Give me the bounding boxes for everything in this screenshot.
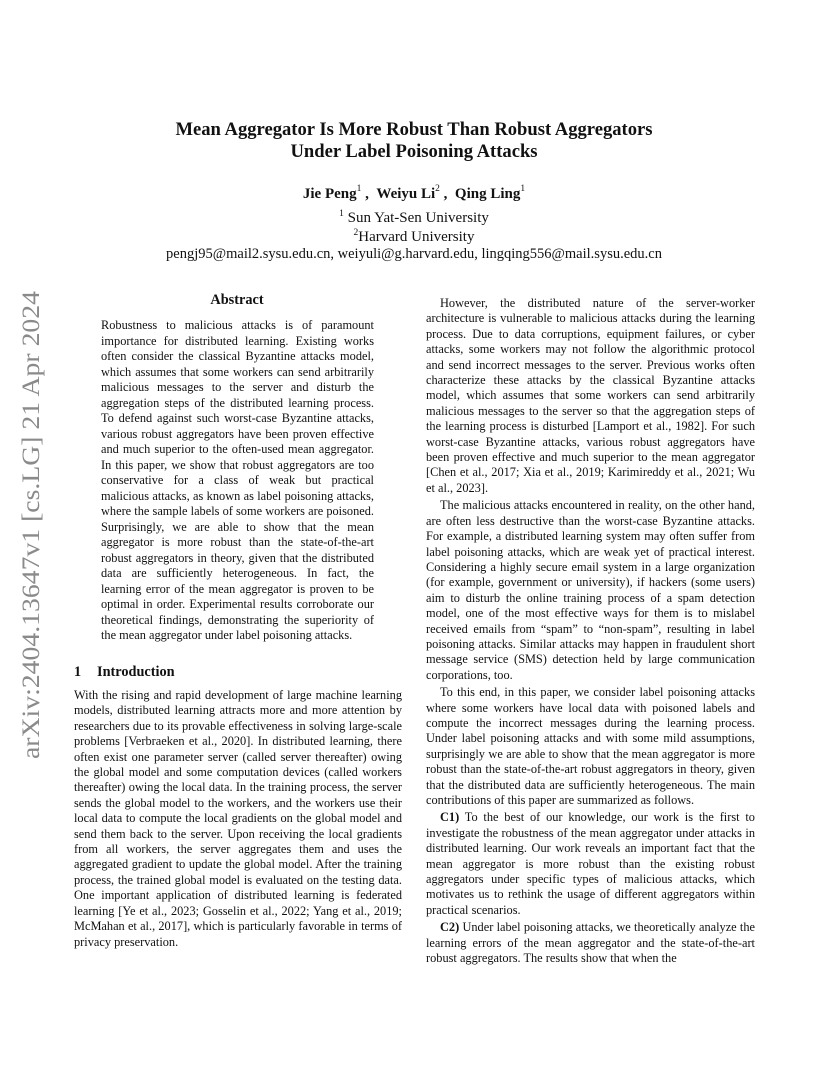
- author-name: Qing Ling: [454, 186, 521, 202]
- title-line-1: Mean Aggregator Is More Robust Than Robust Aggregators: [175, 119, 653, 140]
- abstract-body: Robustness to malicious attacks is of paramount importance for distributed learning. Existing works often consider the classical Byzantine attacks model, which assumes that some workers can send arbitrarily malicious messages to the server and disturb the aggregation steps of the distributed learning process. To defend against such worst-case Byzantine attacks, various robust aggregators have been proven effective and much superior to the often-used mean aggregator. In this paper, we show that robust aggregators are too conservative for a class of weak but practical malicious attacks, as known as label poisoning attacks, where the sample labels of some workers are poisoned. Surprisingly, we are able to show that the mean aggregator is more robust than the state-of-the-art robust aggregators in theory, given that the distributed data are sufficiently heterogeneous. In fact, the learning error of the mean aggregator is proven to be optimal in order. Experimental results corroborate our theoretical findings, demonstrating the superiority of the mean aggregator under label poisoning attacks.: [101, 318, 374, 642]
- author-affil-mark: 1: [520, 184, 526, 194]
- author-name: Jie Peng: [302, 186, 357, 202]
- contribution-item: [426, 810, 755, 918]
- affiliation-name: Harvard University: [358, 229, 475, 245]
- affiliation-mark: 1: [339, 209, 344, 219]
- contribution-text: To the best of our knowledge, our work is the first to investigate the robustness of the mean aggregator under attacks in distributed learning. Our work reveals an important fact that the mean aggregator is more robust than the existing robust aggregators under specific types of malicious attacks, which motivates us to rethink the usage of different aggregators within practical scenarios.: [426, 810, 755, 917]
- paragraph: However, the distributed nature of the server-worker architecture is vulnerable to malicious attacks during the learning process. Due to data corruptions, equipment failures, or cyber attacks, some workers may not follow the algorithmic protocol and send incorrect messages to the server. Previous works often characterize these attacks by the classical Byzantine attacks model, which assumes that some workers can send arbitrarily malicious messages to the server so that the aggregation steps of the learning process is disturbed [Lamport et al., 1982]. For such worst-case Byzantine attacks, various robust aggregators have been proven effective and much superior to the mean aggregator [Chen et al., 2017; Xia et al., 2019; Karimireddy et al., 2021; Wu et al., 2023].: [426, 296, 755, 495]
- title-line-2: Under Label Poisoning Attacks: [290, 141, 538, 162]
- arxiv-identifier-text: arXiv:2404.13647v1 [cs.LG] 21 Apr 2024: [18, 336, 45, 759]
- author-list: Jie Peng$^1$ , Weiyu Li$^2$ , Qing Ling$^1$: [302, 184, 526, 202]
- section-heading-introduction: [74, 664, 175, 681]
- author-emails: pengj95@mail2.sysu.edu.cn, weiyuli@g.harvard.edu, lingqing556@mail.sysu.edu.cn: [166, 246, 662, 262]
- right-column-body: [426, 296, 755, 968]
- author-affil-mark: 2: [435, 184, 440, 194]
- contribution-label: C2): [440, 920, 460, 935]
- affiliation: [0, 224, 828, 246]
- affiliation-name: Sun Yat-Sen University: [347, 210, 489, 226]
- contribution-label: C1): [440, 810, 460, 825]
- paragraph: With the rising and rapid development of large machine learning models, distributed learning attracts more and more attention by researchers due to its provable effectiveness in solving large-scale problems [Verbraeken et al., 2020]. In distributed learning, there often exist one parameter server (called server thereafter) owing the global model and some computation devices (called workers thereafter) owing the local data. In the training process, the server sends the global model to the workers, and the workers use their local data to compute the local gradients on the global model and send them back to the server. Upon receiving the local gradients from all workers, the server aggregates them and uses the aggregated gradient to update the global model. After the training process, the trained global model is evaluated on the testing data. One important application of distributed learning is federated learning [Ye et al., 2023; Gosselin et al., 2022; Yang et al., 2019; McMahan et al., 2017], which is particularly favorable in terms of privacy preservation.: [74, 688, 402, 949]
- contribution-item: [426, 920, 755, 966]
- contribution-text: Under label poisoning attacks, we theoretically analyze the learning errors of the mean aggregator and the state-of-the-art robust aggregators. The results show that when the: [426, 920, 755, 966]
- affiliation-mark: 2: [353, 228, 359, 238]
- section-number: 1: [74, 664, 82, 680]
- left-column-body: [74, 688, 402, 950]
- author-name: Weiyu Li: [376, 186, 436, 202]
- abstract-heading: Abstract: [210, 292, 264, 308]
- paper-title: [0, 119, 828, 163]
- section-title: Introduction: [97, 664, 175, 680]
- paragraph: To this end, in this paper, we consider label poisoning attacks where some workers have local data with poisoned labels and compute the incorrect messages during the learning process. Under label poisoning attacks and with some mild assumptions, surprisingly we are able to show that the mean aggregator is more robust than the state-of-the-art robust aggregators in theory, given that the distributed data are sufficiently heterogeneous. The main contributions of this paper are summarized as follows.: [426, 685, 755, 807]
- arxiv-identifier: [17, 290, 47, 760]
- author-affil-mark: 1: [356, 184, 362, 194]
- paragraph: The malicious attacks encountered in reality, on the other hand, are often less destructive than the worst-case Byzantine attacks. For example, a distributed learning system may often suffer from label poisoning attacks, which are weak yet of practical interest. Considering a highly secure email system in a large organization (for example, government or university), if hackers (some users) aim to disturb the online training process of a spam detection model, one of the most effective ways for them is to mislabel received emails from “spam” to “non-spam”, resulting in label poisoning attacks. Similar attacks may happen in fraudulent short message service (SMS) detection held by large communication corporations, too.: [426, 498, 755, 682]
